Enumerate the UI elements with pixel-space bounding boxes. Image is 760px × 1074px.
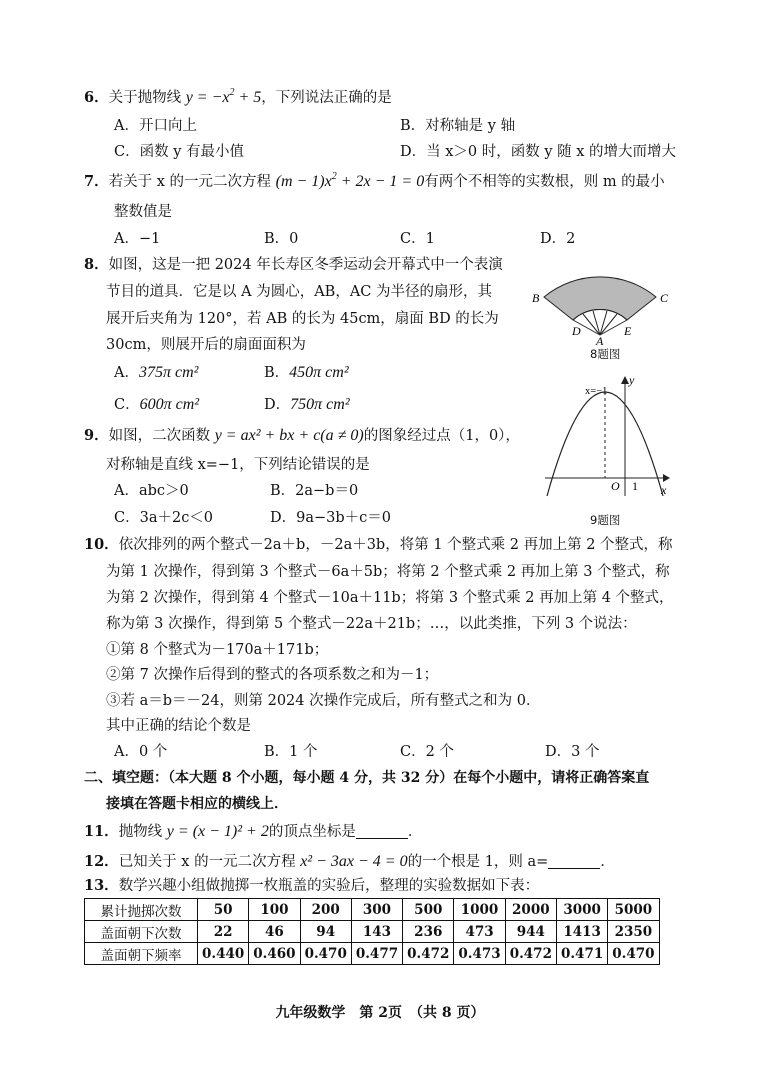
q7-equation: $(m - 1)x^2 + 2x - 1 = 0$	[275, 171, 425, 190]
q10-stem-line2: 为第 1 次操作，得到第 3 个整式－6a＋5b；将第 2 个整式乘 2 再加上第 3 个整式，称	[106, 564, 670, 580]
q7-stem: 7．若关于 x 的一元二次方程 $(m - 1)x^2 + 2x - 1 = 0$有两个不相等的实数根，则 m 的最小	[84, 171, 665, 190]
label-o: O	[611, 479, 620, 493]
table-cell: 5000	[608, 899, 659, 921]
table-row	[85, 899, 660, 921]
q10-option-b: B．1 个	[264, 744, 318, 760]
q11-equation: y = (x − 1)² + 2	[166, 823, 269, 840]
q8-stem-line3: 展开后夹角为 120°，若 AB 的长为 45cm，扇面 BD 的长为	[106, 311, 499, 327]
q10-stem-line4: 称为第 3 次操作，得到第 5 个整式－22a＋21b；…，以此类推，下列 3 个说法：	[106, 616, 637, 632]
table-cell: 0.473	[454, 943, 505, 965]
q6-number: 6．	[84, 89, 109, 106]
q10-stem-line8: 其中正确的结论个数是	[106, 718, 251, 734]
label-b: B	[532, 291, 540, 305]
table-cell: 1413	[556, 921, 607, 943]
table-cell: 0.477	[351, 943, 402, 965]
page-footer: 九年级数学 第 2页 （共 8 页）	[275, 1005, 485, 1021]
q13-number: 13．	[84, 877, 119, 894]
table-cell: 2350	[608, 921, 659, 943]
q9-option-c: C．3a＋2c＜0	[114, 510, 214, 526]
table-cell: 0.471	[556, 943, 607, 965]
q8-stem-line4: 30cm，则展开后的扇面面积为	[106, 337, 306, 353]
table-cell: 236	[403, 921, 454, 943]
x-axis-arrow	[663, 474, 670, 482]
q8-option-a: A．375π cm²	[114, 364, 199, 381]
table-cell: 3000	[556, 899, 607, 921]
q7-option-d: D．2	[540, 231, 576, 247]
q11-stem: 11．抛物线 y = (x − 1)² + 2的顶点坐标是 ．	[84, 823, 423, 840]
q12-answer-blank[interactable]	[548, 853, 600, 869]
fan-surface	[544, 277, 656, 320]
label-e: E	[624, 324, 632, 338]
q9-number: 9．	[84, 427, 109, 444]
table-cell: 944	[505, 921, 556, 943]
q6-option-c: C．函数 y 有最小值	[114, 144, 245, 160]
q8-fan-figure	[530, 255, 680, 345]
section2-heading: 二、填空题：（本大题 8 个小题，每小题 4 分，共 32 分）在每个小题中，请将正确答案直	[84, 770, 650, 786]
q6-option-b: B．对称轴是 y 轴	[400, 118, 516, 134]
q6-equation: $y = -x^2 + 5$	[185, 87, 262, 106]
table-cell: 1000	[454, 899, 505, 921]
table-cell: 46	[249, 921, 300, 943]
q13-data-table	[84, 898, 660, 965]
q8-option-b: B．450π cm²	[264, 364, 349, 381]
table-cell: 0.460	[249, 943, 300, 965]
q9-option-a: A．abc＞0	[114, 483, 189, 499]
table-cell: 0.440	[198, 943, 249, 965]
q9-parabola-figure	[545, 372, 675, 498]
label-one: 1	[632, 479, 638, 493]
table-cell: 0.470	[608, 943, 659, 965]
q10-number: 10．	[84, 536, 119, 553]
table-row	[85, 921, 660, 943]
q7-option-c: C．1	[400, 231, 435, 247]
q6-option-a: A．开口向上	[114, 118, 197, 134]
label-a: A	[596, 334, 604, 345]
q9-option-d: D．9a−3b＋c＝0	[270, 510, 391, 526]
q9-caption: 9题图	[590, 513, 621, 527]
q7-stem-line2: 整数值是	[114, 204, 172, 220]
q10-stem-line3: 为第 2 次操作，得到第 4 个整式－10a＋11b；将第 3 个整式乘 2 再加上第 4 个整式，	[106, 590, 674, 606]
q13-stem: 13．数学兴趣小组做抛掷一枚瓶盖的实验后，整理的实验数据如下表：	[84, 877, 540, 894]
table-cell: 50	[198, 899, 249, 921]
table-cell: 300	[351, 899, 402, 921]
table-cell: 累计抛掷次数	[85, 899, 198, 921]
q8-stem-line2: 节目的道具．它是以 A 为圆心，AB，AC 为半径的扇形，其	[106, 284, 492, 300]
table-cell: 0.472	[403, 943, 454, 965]
q8-number: 8．	[84, 256, 109, 273]
q6-stem: 6．关于抛物线 $y = -x^2 + 5$，下列说法正确的是	[84, 87, 392, 106]
table-cell: 473	[454, 921, 505, 943]
q9-stem-line2: 对称轴是直线 x=−1，下列结论错误的是	[106, 457, 370, 473]
q8-option-c: C．600π cm²	[114, 396, 200, 413]
table-cell: 100	[249, 899, 300, 921]
q8-caption: 8题图	[590, 347, 621, 361]
q7-number: 7．	[84, 173, 109, 190]
table-cell: 2000	[505, 899, 556, 921]
table-cell: 200	[300, 899, 351, 921]
label-x: x	[661, 483, 667, 497]
q9-option-b: B．2a−b＝0	[270, 483, 359, 499]
section2-heading-line2: 接填在答题卡相应的横线上．	[106, 796, 288, 812]
label-c: C	[660, 291, 669, 305]
table-cell: 0.472	[505, 943, 556, 965]
q12-stem: 12．已知关于 x 的一元二次方程 x² − 3ax − 4 = 0的一个根是 1，则 a= ．	[84, 853, 615, 870]
table-cell: 0.470	[300, 943, 351, 965]
q10-option-c: C．2 个	[400, 744, 454, 760]
q6-option-d: D．当 x＞0 时，函数 y 随 x 的增大而增大	[400, 144, 677, 160]
q10-option-d: D．3 个	[545, 744, 600, 760]
q12-equation: x² − 3ax − 4 = 0	[300, 853, 408, 870]
label-symmetry: x=−1	[585, 386, 608, 397]
q10-statement-1: ①第 8 个整式为－170a＋171b；	[106, 642, 329, 658]
table-cell: 22	[198, 921, 249, 943]
q7-option-a: A．−1	[114, 231, 161, 247]
q9-equation: y = ax² + bx + c(a ≠ 0)	[214, 427, 364, 444]
table-cell: 盖面朝下频率	[85, 943, 198, 965]
q11-answer-blank[interactable]	[356, 823, 408, 839]
q8-option-d: D．750π cm²	[264, 396, 350, 413]
q10-stem-line1: 10．依次排列的两个整式－2a＋b，－2a＋3b，将第 1 个整式乘 2 再加上第 2 个整式，称	[84, 536, 673, 553]
table-row	[85, 943, 660, 965]
q8-stem-line1: 8．如图，这是一把 2024 年长寿区冬季运动会开幕式中一个表演	[84, 256, 503, 273]
q7-option-b: B．0	[264, 231, 299, 247]
y-axis-arrow	[621, 376, 629, 384]
table-cell: 94	[300, 921, 351, 943]
label-y: y	[629, 373, 635, 387]
q9-stem-line1: 9．如图，二次函数 y = ax² + bx + c(a ≠ 0)的图象经过点（1，0），	[84, 427, 520, 444]
q10-option-a: A．0 个	[114, 744, 168, 760]
q11-number: 11．	[84, 823, 119, 840]
q10-statement-2: ②第 7 次操作后得到的整式的各项系数之和为－1；	[106, 667, 439, 683]
parabola-curve	[547, 392, 663, 496]
q10-statement-3: ③若 a＝b＝－24，则第 2024 次操作完成后，所有整式之和为 0．	[106, 693, 541, 709]
table-cell: 143	[351, 921, 402, 943]
label-d: D	[572, 324, 581, 338]
q12-number: 12．	[84, 853, 119, 870]
table-cell: 盖面朝下次数	[85, 921, 198, 943]
table-cell: 500	[403, 899, 454, 921]
